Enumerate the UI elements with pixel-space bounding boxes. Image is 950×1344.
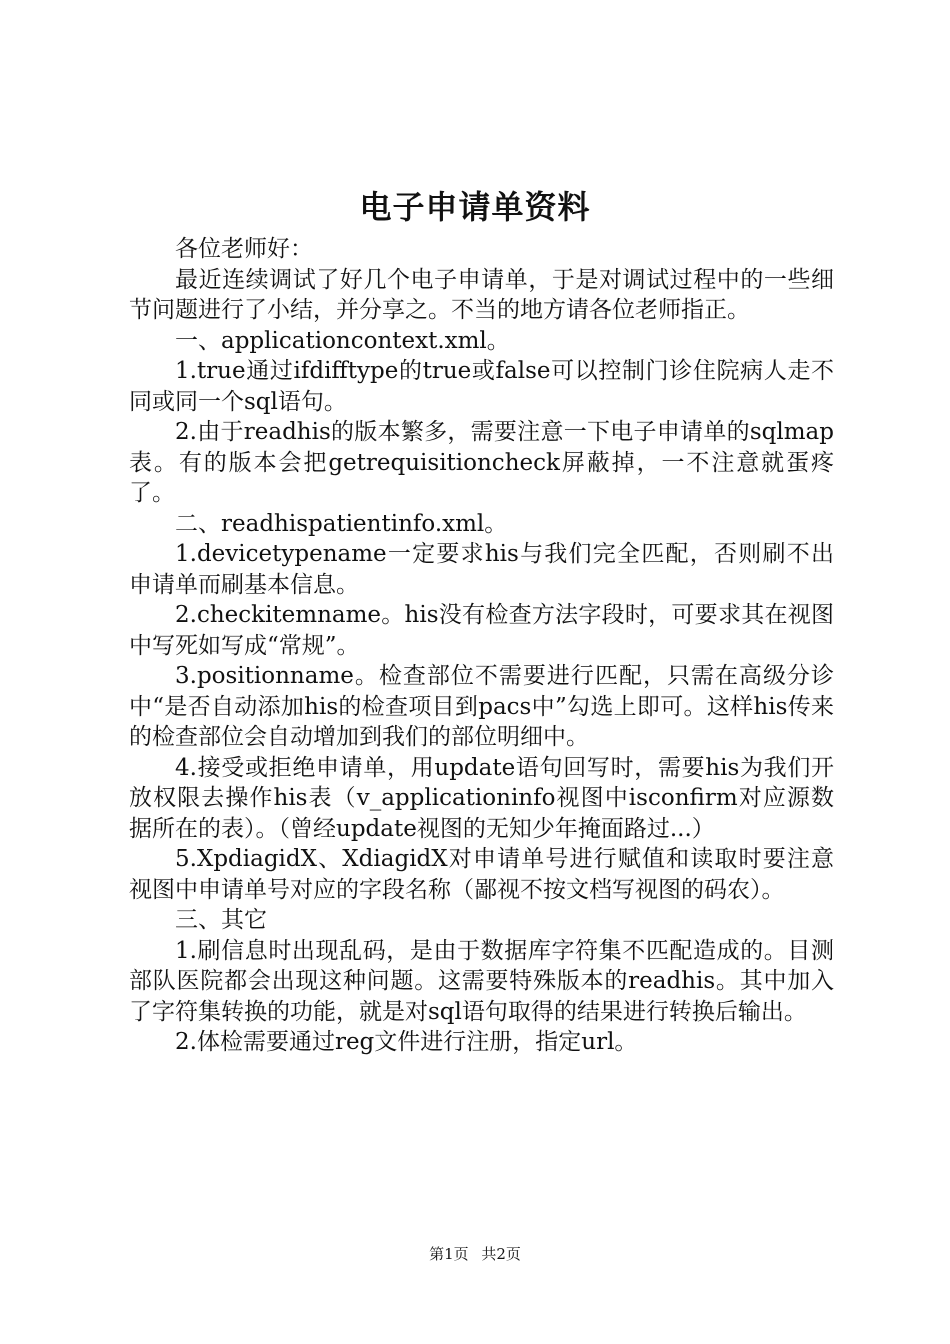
paragraph-intro: 最近连续调试了好几个电子申请单，于是对调试过程中的一些细节问题进行了小结，并分享之。不当的地方请各位老师指正。 [129,266,834,323]
page-footer [0,1244,950,1264]
page-total: 共2页 [481,1245,521,1263]
section-heading-1: 一、applicationcontext.xml。 [175,327,510,354]
paragraph-greeting: 各位老师好： [175,236,313,262]
document-title: 电子申请单资料 [359,188,591,226]
paragraph-item: 5.XpdiagidX、XdiagidX对申请单号进行赋值和读取时要注意视图中申请单号对应的字段名称（鄙视不按文档写视图的码农）。 [129,846,834,903]
paragraph-item: 3.positionname。检查部位不需要进行匹配，只需在高级分诊中“是否自动添加his的检查项目到pacs中”勾选上即可。这样his传来的检查部位会自动增加到我们的部位明细中。 [129,663,834,750]
paragraph-item: 2.checkitemname。his没有检查方法字段时，可要求其在视图中写死如写成“常规”。 [129,602,834,659]
paragraph-item: 1.devicetypename一定要求his与我们完全匹配，否则刷不出申请单而刷基本信息。 [129,541,834,598]
section-heading-3: 三、其它 [175,907,267,933]
section-heading-2: 二、readhispatientinfo.xml。 [175,510,508,537]
document-body [129,234,834,1058]
paragraph-item: 2.体检需要通过reg文件进行注册，指定url。 [175,1029,638,1055]
paragraph-item: 2.由于readhis的版本繁多，需要注意一下电子申请单的sqlmap表。有的版本会把getrequisitioncheck屏蔽掉，一不注意就蛋疼了。 [129,419,834,506]
paragraph-item: 1.true通过ifdifftype的true或false可以控制门诊住院病人走不同或同一个sql语句。 [129,358,834,415]
paragraph-item: 4.接受或拒绝申请单，用update语句回写时，需要his为我们开放权限去操作his表（v_applicationinfo视图中isconfirm对应源数据所在的表）。（曾经update视图的无知少年掩面路过...） [129,754,834,842]
paragraph-item: 1.刷信息时出现乱码，是由于数据库字符集不匹配造成的。目测部队医院都会出现这种问题。这需要特殊版本的readhis。其中加入了字符集转换的功能，就是对sql语句取得的结果进行转换后输出。 [129,937,834,1025]
page-number: 第1页 [429,1245,469,1263]
